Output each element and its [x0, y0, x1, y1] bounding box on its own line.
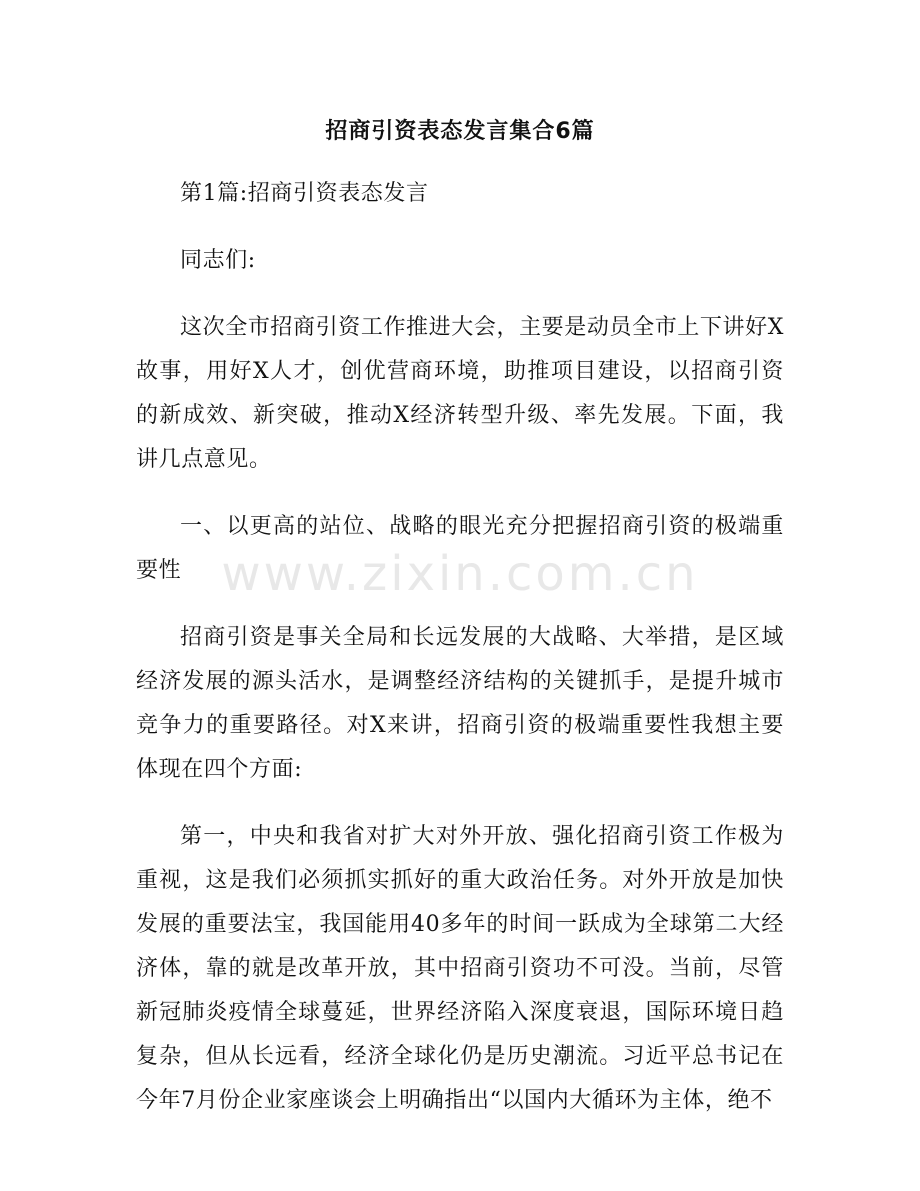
paragraph-intro: 这次全市招商引资工作推进大会，主要是动员全市上下讲好X故事，用好X人才，创优营商环境，助推项目建设，以招商引资的新成效、新突破，推动X经济转型升级、率先发展。下面，我讲几点意见。 — [136, 315, 784, 472]
document-body — [136, 172, 784, 1146]
paragraph-importance: 招商引资是事关全局和长远发展的大战略、大举措，是区域经济发展的源头活水，是调整经济结构的关键抓手，是提升城市竞争力的重要路径。对X来讲，招商引资的极端重要性我想主要体现在四个方面: — [136, 625, 784, 782]
salutation: 同志们: — [180, 248, 256, 273]
paragraph-first-point: 第一，中央和我省对扩大对外开放、强化招商引资工作极为重视，这是我们必须抓实抓好的重大政治任务。对外开放是加快发展的重要法宝，我国能用40多年的时间一跃成为全球第二大经济体，靠的就是改革开放，其中招商引资功不可没。当前，尽管新冠肺炎疫情全球蔓延，世界经济陷入深度衰退，国际环境日趋复杂，但从长远看，经济全球化仍是历史潮流。习近平总书记在今年7月份企业家座谈会上明确指出“以国内大循环为主体，绝不 — [136, 824, 784, 1113]
paragraph-heading-one: 一、以更高的站位、战略的眼光充分把握招商引资的极端重要性 — [136, 514, 784, 583]
document-title: 招商引资表态发言集合6篇 — [325, 119, 595, 144]
watermark: www.zixin.com.cn — [221, 546, 699, 602]
section-heading: 第1篇:招商引资表态发言 — [180, 181, 429, 206]
